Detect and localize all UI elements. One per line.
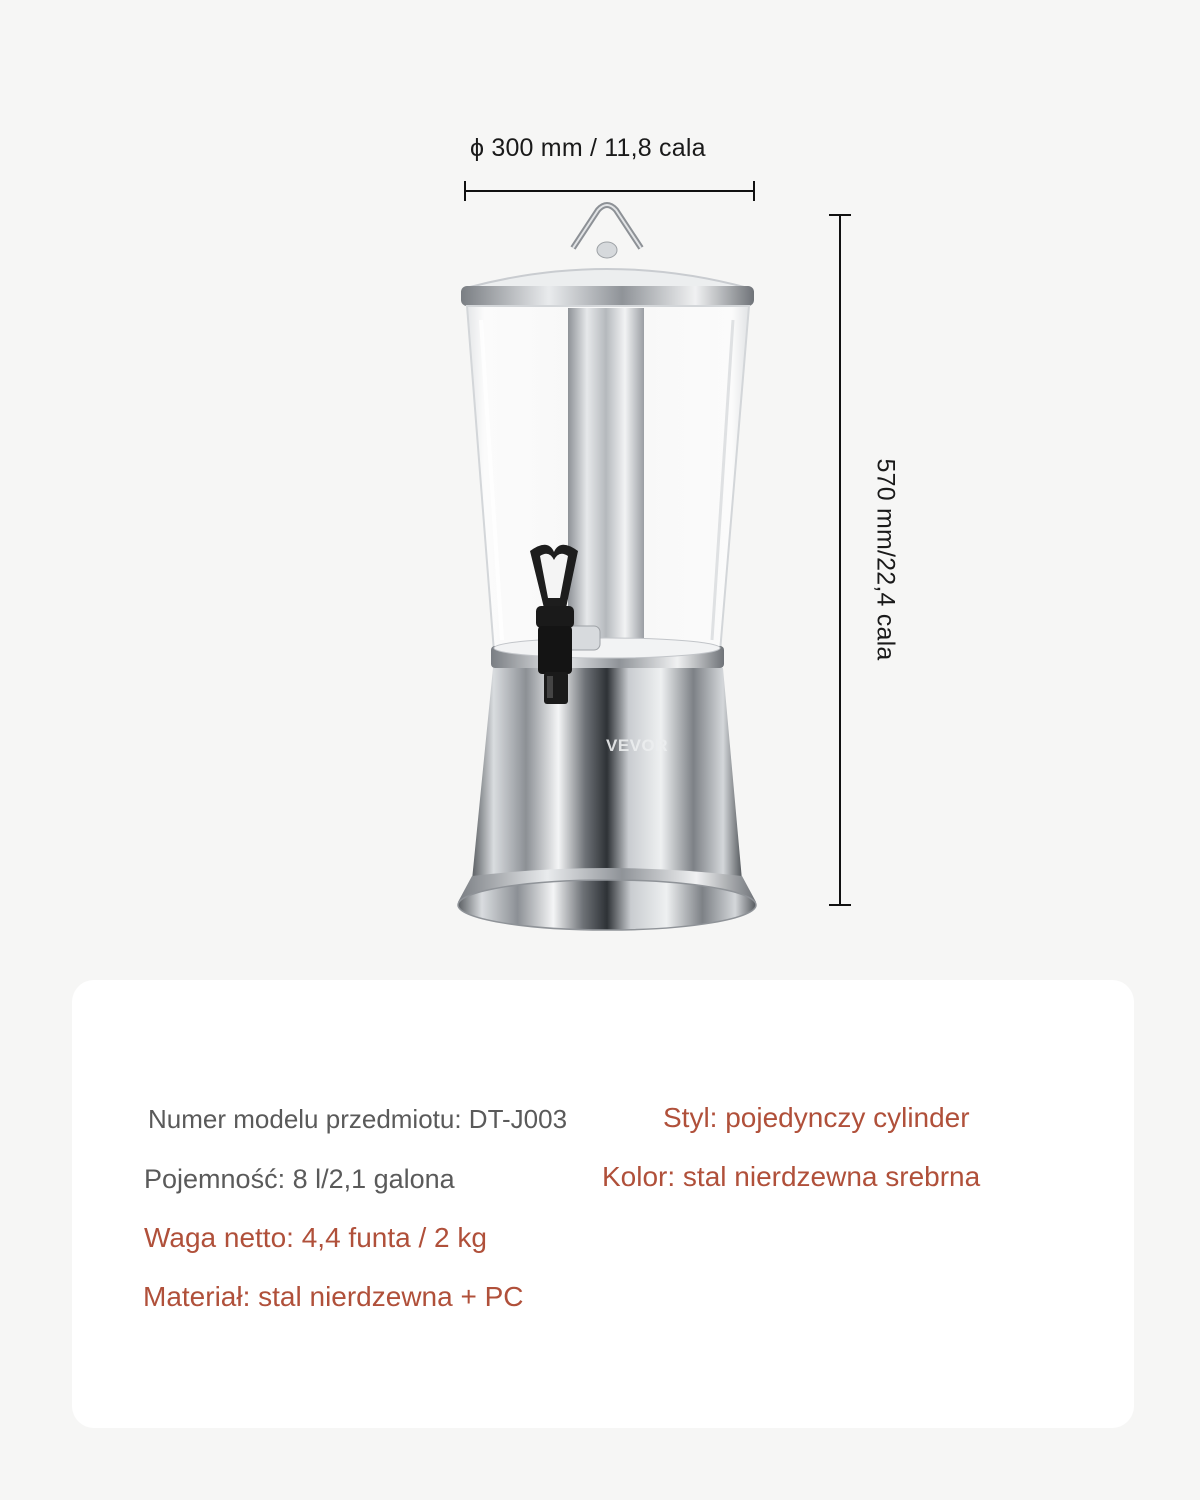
spec-capacity: Pojemność: 8 l/2,1 galona: [144, 1164, 455, 1194]
spec-color: Kolor: stal nierdzewna srebrna: [602, 1161, 981, 1192]
ice-tube: [568, 308, 644, 667]
spec-material: Materiał: stal nierdzewna + PC: [143, 1281, 524, 1312]
height-dimension-label: 570 mm/22,4 cala: [871, 458, 900, 661]
steel-collar: [491, 638, 724, 668]
spec-card: [72, 980, 1134, 1428]
spec-model: Numer modelu przedmiotu: DT-J003: [148, 1104, 568, 1134]
lid: [461, 269, 754, 306]
spec-style: Styl: pojedynczy cylinder: [663, 1102, 970, 1133]
lid-handle: [573, 205, 641, 258]
steel-base: [458, 668, 756, 930]
width-dimension-label: ϕ 300 mm / 11,8 cala: [470, 134, 706, 162]
width-dimension-line: [465, 181, 754, 201]
brand-logo: VEVOR: [605, 736, 669, 755]
spec-weight: Waga netto: 4,4 funta / 2 kg: [144, 1222, 487, 1253]
height-dimension-line: [829, 215, 851, 905]
